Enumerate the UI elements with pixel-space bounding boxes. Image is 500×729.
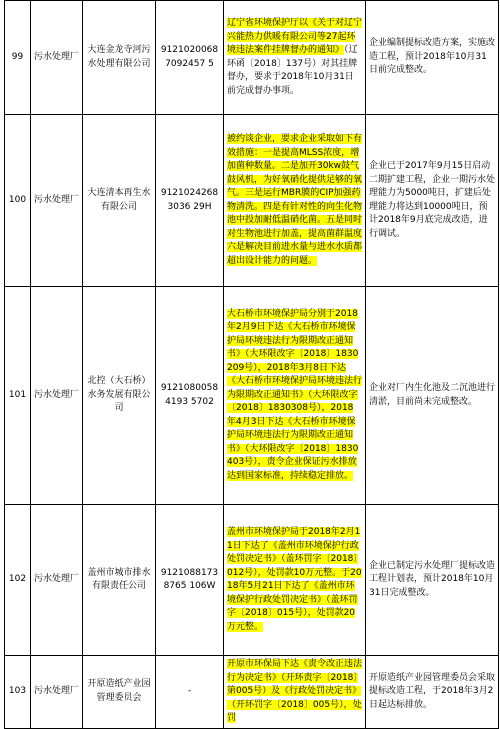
rectification-progress: 企业已于2017年9月15日启动二期扩建工程，企业一期污水处理能力为5000吨日，扩建后处理能力将达到10000吨日，预计2018年9月底完成改造，进行调试。 (366, 115, 499, 287)
company-name: 开原造纸产业园管理委员会 (83, 656, 156, 729)
violation-text: （辽环函〔2018〕137号）对其挂牌督办，要求于2018年10月31日前完成督办事项。 (227, 45, 358, 96)
company-name: 北控（大石桥）水务发展有限公司 (83, 287, 156, 505)
row-number: 101 (5, 287, 31, 505)
table-row (5, 287, 499, 505)
violation-description (224, 656, 366, 729)
company-name: 盖州市城市排水有限责任公司 (83, 505, 156, 656)
violation-description (224, 287, 366, 505)
credit-code: 91210200687092457 5 (156, 1, 224, 115)
credit-code: 91210800584193 5702 (156, 287, 224, 505)
rectification-progress: 开原造纸产业园管理委员会采取提标改造工程，于2018年3月2日起达标排放。 (366, 656, 499, 729)
records-table (4, 0, 499, 729)
rectification-progress: 企业已制定污水处理厂提标改造工程计划表，预计2018年10月31日完成整改。 (366, 505, 499, 656)
row-number: 102 (5, 505, 31, 656)
violation-description (224, 115, 366, 287)
facility-type: 污水处理厂 (31, 287, 83, 505)
row-number: 100 (5, 115, 31, 287)
facility-type: 污水处理厂 (31, 1, 83, 115)
violation-text: 辽宁省环境保护厅以《关于对辽宁兴能热力供暖有限公司等27起环境违法案件挂牌督办的通知》 (227, 18, 363, 55)
violation-text: 大石桥市环境保护局分别于2018年2月9日下达《大石桥市环境保护局环境违法行为限期改正通知书》（大环限改字〔2018〕1830209号），2018年3月8日下达《大石桥市环境保护局环境违法行为限期改正通知书》（大环限改字〔2018〕1830308号），2018年4月3日下达《大石桥市环境保护局环境违法行为限期改正通知书》（大环限改字〔2018〕1830403号），责令企业保证污水排放达到国家标准，持续稳定排放。 (227, 308, 363, 481)
rectification-progress: 企业编制提标改造方案，实施改造工程，预计2018年10月31日前完成整改。 (366, 1, 499, 115)
rectification-progress: 企业对厂内生化池及二沉池进行清淤，目前尚未完成整改。 (366, 287, 499, 505)
violation-description (224, 1, 366, 115)
credit-code: 91210242683036 29H (156, 115, 224, 287)
table-row (5, 1, 499, 115)
row-number: 103 (5, 656, 31, 729)
company-name: 大连金龙寺河污水处理有限公司 (83, 1, 156, 115)
credit-code: - (156, 656, 224, 729)
credit-code: 91210881738765 106W (156, 505, 224, 656)
table-row (5, 115, 499, 287)
facility-type: 污水处理厂 (31, 656, 83, 729)
violation-text: 盖州市环境保护局于2018年2月11日下达了《盖州市环境保护行政处罚决定书》（盖环罚字〔2018〕012号），处罚款10万元整。于2018年5月21日下达了《盖州市环境保护行政处罚决定书》（盖环罚字〔2018〕015号），处罚款20万元整。 (227, 527, 362, 632)
row-number: 99 (5, 1, 31, 115)
violation-text: 被约谈企业，要求企业采取如下有效措施：一是提高MLSS浓度，增加菌种数量。二是加开30kw鼓气鼓风机，为好氧硝化提供足够的氧气。三是运行MBR膜的CIP加强药物清洗。四是有针对性的向生化物池中投加耐低温硝化菌。五是同时对生物池进行加盖，提高菌群温度六是解决目前进水量与进水水质都超出设计能力的问题。 (227, 134, 363, 266)
table-row (5, 505, 499, 656)
facility-type: 污水处理厂 (31, 115, 83, 287)
table-row (5, 656, 499, 729)
company-name: 大连清本再生水有限公司 (83, 115, 156, 287)
violation-description (224, 505, 366, 656)
facility-type: 污水处理厂 (31, 505, 83, 656)
violation-text: 开原市环保局下达《责令改正违法行为决定书》（开环责字〔2018〕第005号）及《行政处罚决定书》（开环罚字〔2018〕005号），处罚 (227, 659, 363, 723)
